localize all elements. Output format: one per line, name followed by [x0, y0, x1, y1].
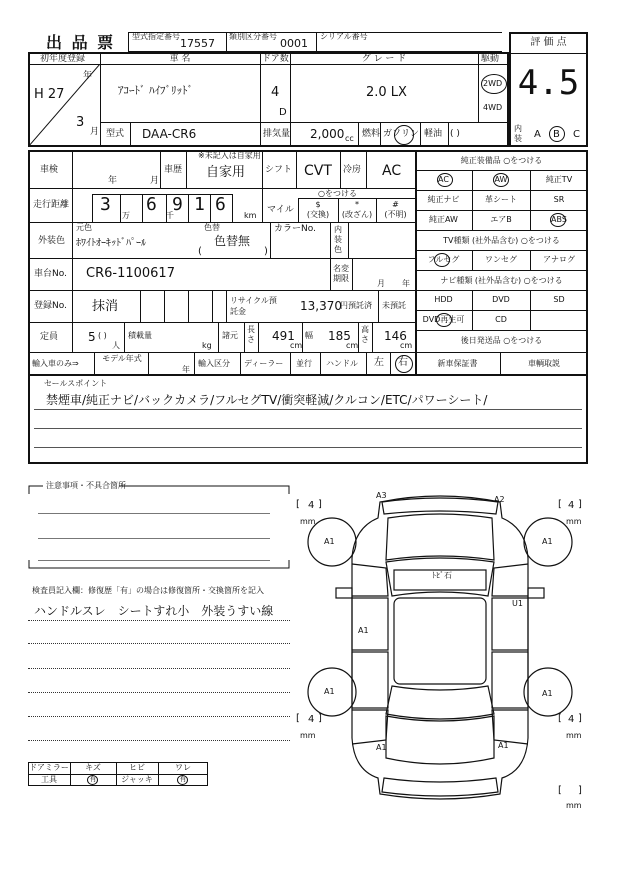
- spare-unit: mm: [566, 801, 582, 810]
- repaint-paren-open: (: [198, 246, 202, 257]
- exchange-label: (交換): [306, 210, 330, 219]
- tire-fl-depth: 4: [308, 500, 315, 511]
- capacity-label: 定員: [40, 332, 59, 342]
- first-reg-month: 3: [76, 115, 85, 130]
- interior-color-label: 内装色: [334, 225, 342, 254]
- car-damage-diagram: [290, 488, 590, 808]
- equipment-header: 純正装備品 ○をつける: [460, 156, 543, 165]
- dealer-option: ディーラー: [244, 359, 284, 368]
- width-value: 185: [328, 329, 351, 343]
- repaint-paren-close: ): [264, 246, 268, 257]
- model-value: DAA-CR6: [142, 127, 197, 141]
- load-unit: kg: [202, 341, 212, 350]
- later-warranty: 新車保証書: [437, 359, 478, 368]
- history-label: 車歴: [164, 165, 183, 175]
- mileage-digit-3: 9: [172, 194, 183, 215]
- first-reg-era: H 27: [34, 87, 65, 102]
- tire-rr-unit: mm: [566, 731, 582, 740]
- drive-2wd: 2WD: [483, 79, 503, 88]
- width-unit: cm: [346, 341, 359, 350]
- navi-dvd: DVD: [492, 295, 510, 304]
- import-label: 輸入車のみ⇒: [32, 359, 79, 368]
- grade-label: グ レ ー ド: [361, 54, 407, 64]
- sen-unit: 千: [166, 211, 174, 220]
- load-label: 積載量: [128, 331, 152, 340]
- first-reg-label: 初年度登録: [40, 54, 86, 64]
- name-change-label: 名変期限: [333, 264, 349, 283]
- tv-analog: アナログ: [543, 255, 575, 264]
- length-unit: cm: [290, 341, 303, 350]
- tire-fl-bracket-close: ]: [318, 499, 322, 510]
- tire-rr-bracket-open: [: [558, 713, 562, 724]
- altered-label: (改ざん): [341, 210, 373, 219]
- reg-no-label: 登録No.: [34, 301, 67, 311]
- later-manual: 車輌取説: [528, 359, 560, 368]
- legend-mirror: ドアミラー: [29, 763, 69, 772]
- fuel-gasoline: ガソリン: [383, 129, 420, 139]
- displacement-value: 2,000: [310, 127, 345, 141]
- recycle-not: 未預託: [382, 301, 406, 310]
- import-type-label: 輸入区分: [198, 359, 230, 368]
- shaken-month-unit: 月: [150, 176, 160, 186]
- tire-rl-unit: mm: [300, 731, 316, 740]
- form-title: 出 品 票: [46, 33, 116, 52]
- width-label: 幅: [305, 331, 313, 340]
- model-year-unit: 年: [182, 365, 190, 374]
- drive-label: 駆動: [481, 54, 500, 64]
- doors-label: ドア数: [262, 54, 289, 64]
- mark-rear-right-tire: A1: [542, 689, 553, 698]
- tire-fr-bracket-open: [: [558, 499, 562, 510]
- mileage-label: 走行距離: [33, 200, 70, 210]
- ruibetsu-label: 類別区分番号: [229, 32, 277, 41]
- reg-no-value: 抹消: [92, 299, 119, 314]
- score-value: 4.5: [517, 63, 580, 103]
- unknown-symbol: #: [392, 200, 399, 209]
- notes-bracket: [27, 481, 291, 570]
- color-label: 外装色: [38, 236, 66, 246]
- capacity-unit: 人: [112, 341, 120, 350]
- fuel-label: 燃料: [362, 129, 381, 139]
- recycle-label: リサイクル預託金: [230, 296, 277, 316]
- history-note: ※未記入は自家用: [198, 151, 261, 160]
- equip-tv: 純正TV: [545, 175, 573, 184]
- capacity-value: 5: [88, 330, 96, 344]
- month-unit: 月: [90, 127, 100, 137]
- mile-label: マイル: [267, 205, 294, 215]
- mileage-digit-1: 3: [100, 194, 111, 215]
- parallel-option: 並行: [296, 359, 312, 368]
- grade-value: 2.0 LX: [366, 85, 407, 100]
- tire-fl-unit: mm: [300, 517, 316, 526]
- mark-left-door: A1: [358, 626, 369, 635]
- shift-value: CVT: [304, 163, 332, 179]
- katashiki-value: 17557: [180, 37, 215, 50]
- sales-block: [28, 376, 588, 464]
- mark-rear-bumper-left: A1: [376, 743, 387, 752]
- name-change-month: 月: [377, 279, 385, 288]
- drive-4wd: 4WD: [483, 103, 503, 112]
- car-name-label: 車 名: [169, 54, 191, 64]
- tire-fr-depth: 4: [568, 500, 575, 511]
- tire-rl-bracket-close: ]: [318, 713, 322, 724]
- navi-hdd: HDD: [434, 295, 453, 304]
- interior-label: 内装: [514, 124, 522, 143]
- km-unit: km: [244, 211, 257, 220]
- mark-rear-left-tire: A1: [324, 687, 335, 696]
- legend-tools: 工具: [41, 775, 57, 784]
- navi-dvd-play: DVD再生可: [422, 315, 465, 324]
- legend-break: ワレ: [175, 763, 191, 772]
- legend-tools-have: 有: [89, 775, 97, 783]
- spare-bracket-close: ]: [578, 785, 582, 796]
- cooler-label: 冷房: [343, 165, 362, 175]
- attach-note: ○をつける: [318, 189, 357, 198]
- repaint-label: 色替: [204, 223, 220, 232]
- shaken-year-unit: 年: [108, 176, 118, 186]
- color-no-label: カラーNo.: [274, 224, 316, 234]
- car-name: ｱｺｰﾄﾞ ﾊｲﾌﾞﾘｯﾄﾞ: [118, 84, 193, 97]
- notes-title: 注意事項・不具合箇所: [46, 481, 126, 490]
- legend-crack: ヒビ: [129, 763, 145, 772]
- recycle-value: 13,370: [300, 299, 342, 313]
- handle-left: 左: [374, 357, 384, 368]
- mileage-digit-2: 6: [146, 194, 157, 215]
- length-label: 長さ: [247, 325, 255, 344]
- mark-front-bumper-left: A3: [376, 491, 387, 500]
- tv-header: TV種類 (社外品含む) ○をつける: [443, 236, 560, 245]
- shift-label: シフト: [265, 165, 293, 175]
- mileage-digit-5: 6: [215, 194, 226, 215]
- name-change-day: 年: [402, 279, 410, 288]
- length-value: 491: [272, 329, 295, 343]
- height-value: 146: [384, 329, 407, 343]
- repaint-value: 色替無: [214, 234, 251, 248]
- tire-rr-depth: 4: [568, 714, 575, 725]
- legend-jack-have: 有: [179, 775, 187, 783]
- cc-unit: cc: [345, 134, 354, 143]
- equip-airbag: エアB: [490, 215, 512, 224]
- interior-b: B: [553, 129, 560, 140]
- man-unit: 万: [122, 211, 130, 220]
- later-header: 後日発送品 ○をつける: [460, 336, 543, 345]
- legend-jack: ジャッキ: [121, 775, 153, 784]
- equip-navi: 純正ナビ: [427, 195, 460, 204]
- sales-text: 禁煙車/純正ナビ/バックカメラ/フルセグTV/衝突軽減/クルコン/ETC/パワーシート/: [46, 393, 488, 407]
- mark-right-door: U1: [512, 599, 523, 608]
- inspector-label: 検査員記入欄：修復歴「有」の場合は修復箇所・交換箇所を記入: [32, 586, 264, 595]
- spare-bracket-open: [: [558, 785, 562, 796]
- chassis-value: CR6-1100617: [86, 266, 175, 281]
- model-year-label: モデル年式: [102, 354, 142, 363]
- serial-label: シリアル番号: [320, 32, 368, 41]
- original-color-label: 元色: [76, 223, 92, 232]
- navi-cd: CD: [495, 315, 507, 324]
- mark-front-right-tire: A1: [542, 537, 553, 546]
- cooler-value: AC: [382, 163, 402, 179]
- equip-abs: ABS: [551, 215, 567, 224]
- tv-oneseg: ワンセグ: [485, 255, 517, 264]
- height-label: 高さ: [361, 325, 369, 344]
- history-value: 自家用: [206, 165, 246, 180]
- equip-sr: SR: [553, 195, 565, 204]
- shaken-label: 車検: [40, 165, 59, 175]
- tv-fullseg: フルセグ: [427, 255, 460, 264]
- displacement-label: 排気量: [263, 129, 291, 139]
- tire-rl-bracket-open: [: [296, 713, 300, 724]
- handle-label: ハンドル: [326, 359, 358, 368]
- mark-rear-bumper-right: A1: [498, 741, 509, 750]
- dims-label: 諸元: [222, 331, 238, 340]
- model-label: 型式: [106, 129, 125, 139]
- recycle-unit: 円預託済: [340, 301, 372, 310]
- altered-symbol: *: [355, 200, 359, 209]
- mark-front-bumper-right: A2: [494, 495, 505, 504]
- tire-fr-unit: mm: [566, 517, 582, 526]
- door-type: D: [279, 107, 287, 118]
- navi-sd: SD: [553, 295, 565, 304]
- unknown-label: (不明): [384, 210, 407, 219]
- equip-aw: AW: [494, 175, 508, 184]
- tire-rr-bracket-close: ]: [578, 713, 582, 724]
- interior-c: C: [573, 129, 580, 140]
- fuel-light-oil: 軽油: [424, 129, 443, 139]
- tire-fr-bracket-close: ]: [578, 499, 582, 510]
- interior-a: A: [534, 129, 541, 140]
- capacity-paren: ( ): [98, 331, 107, 340]
- inspector-text: ハンドルスレ シートすれ小 外装うすい線: [34, 604, 274, 618]
- exchange-symbol: $: [315, 200, 321, 209]
- equip-oem-aw: 純正AW: [429, 215, 458, 224]
- sales-label: セールスポイント: [44, 379, 108, 388]
- navi-header: ナビ種類 (社外品含む) ○をつける: [440, 276, 563, 285]
- handle-right: 右: [398, 357, 408, 368]
- mileage-digit-4: 1: [194, 194, 205, 215]
- doors-value: 4: [271, 85, 280, 100]
- mark-front-left-tire: A1: [324, 537, 335, 546]
- height-unit: cm: [400, 341, 413, 350]
- year-unit: 年: [83, 71, 93, 81]
- equip-leather: 革シート: [485, 195, 517, 204]
- chassis-label: 車台No.: [34, 269, 67, 279]
- fuel-paren: ( ): [450, 129, 460, 139]
- color-name: ﾎﾜｲﾄｵｰｷｯﾄﾞﾊﾟｰﾙ: [76, 238, 146, 249]
- legend-scratch: キズ: [85, 763, 101, 772]
- katashiki-label: 型式指定番号: [132, 32, 180, 41]
- ruibetsu-value: 0001: [280, 37, 308, 50]
- mark-windshield: ﾄﾋﾞ石: [432, 571, 452, 580]
- score-label: 評 価 点: [530, 37, 567, 48]
- tire-rl-depth: 4: [308, 714, 315, 725]
- equip-ac: AC: [438, 175, 449, 184]
- tire-fl-bracket-open: [: [296, 499, 300, 510]
